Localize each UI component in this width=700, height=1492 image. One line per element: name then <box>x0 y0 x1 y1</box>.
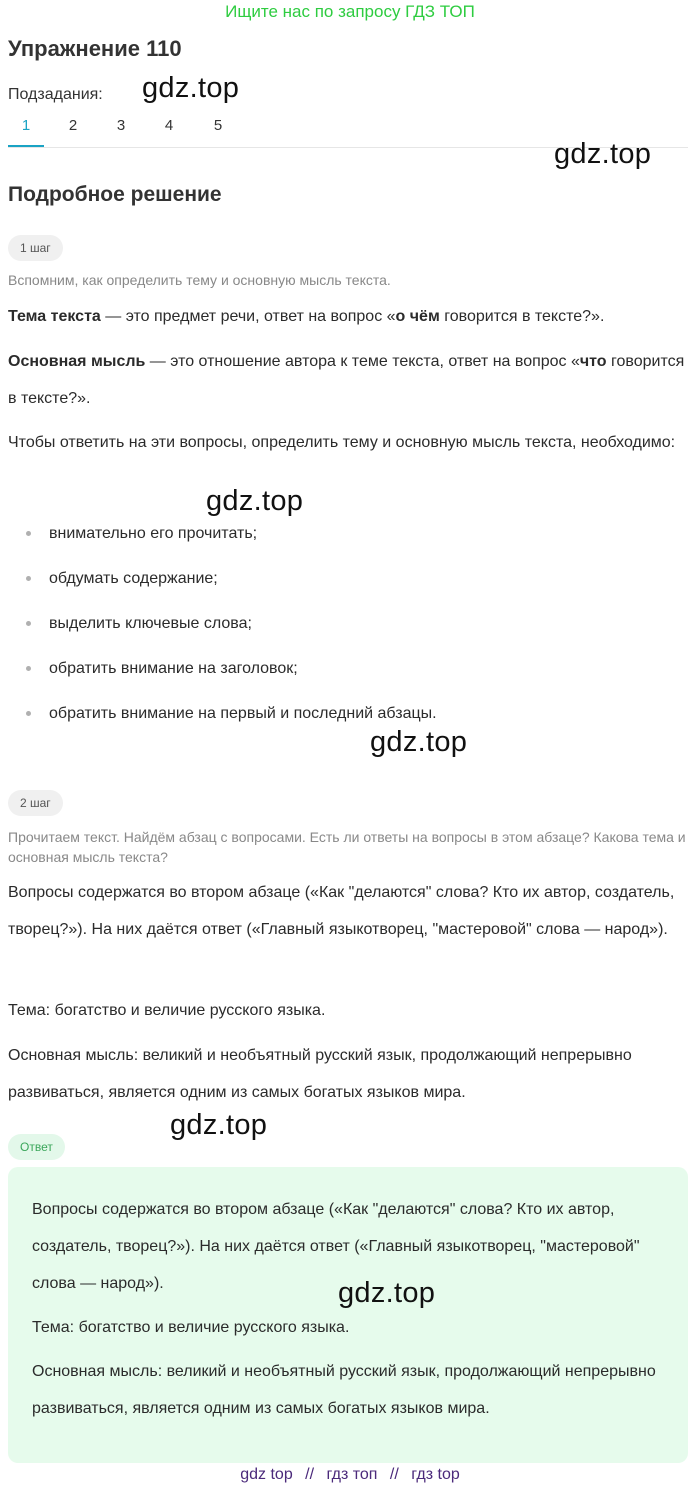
tab-4[interactable]: 4 <box>164 117 174 134</box>
step-2-main-idea: Основная мысль: великий и необъятный русский язык, продолжающий непрерывно развиваться, является одним из самых богатых языков мира. <box>8 1047 632 1101</box>
definition-topic-end: говорится в тексте?». <box>439 308 605 325</box>
tab-5[interactable]: 5 <box>213 117 223 134</box>
footer-link-gdz-top-mixed[interactable]: гдз top <box>411 1466 460 1483</box>
list-item: внимательно его прочитать; <box>8 511 668 556</box>
watermark-text: gdz.top <box>170 1109 268 1141</box>
step-1-bullet-list <box>8 511 668 736</box>
step-2-topic: Тема: богатство и величие русского языка. <box>8 1002 326 1019</box>
list-item: обратить внимание на первый и последний абзацы. <box>8 691 668 736</box>
term-main-idea: Основная мысль <box>8 353 146 370</box>
step-1-badge: 1 шаг <box>8 235 63 261</box>
watermark-text: gdz.top <box>370 726 468 758</box>
footer-link-gdz-top[interactable]: gdz top <box>240 1466 293 1483</box>
list-item: обдумать содержание; <box>8 556 668 601</box>
bullet-dot <box>26 711 31 716</box>
term-about-what: о чём <box>395 308 440 325</box>
footer <box>0 1466 700 1484</box>
list-item: выделить ключевые слова; <box>8 601 668 646</box>
answer-main-idea: Основная мысль: великий и необъятный русский язык, продолжающий непрерывно развиваться, является одним из самых богатых языков мира. <box>32 1363 656 1417</box>
step-2-paragraph-1: Вопросы содержатся во втором абзаце («Как "делаются" слова? Кто их автор, создатель, творец?»). На них даётся ответ («Главный языкотворец, "мастеровой" слова — народ»). <box>8 884 675 938</box>
definition-idea-end: говорится в тексте?». <box>8 353 685 407</box>
answer-topic: Тема: богатство и величие русского языка. <box>32 1319 350 1336</box>
step-1-definition-idea <box>8 343 692 417</box>
watermark-text: gdz.top <box>206 485 304 517</box>
definition-topic-text: — это предмет речи, ответ на вопрос « <box>100 308 396 325</box>
section-title: Подробное решение <box>8 183 222 206</box>
step-1-instruction: Чтобы ответить на эти вопросы, определить тему и основную мысль текста, необходимо: <box>8 434 676 451</box>
top-banner: Ищите нас по запросу ГДЗ ТОП <box>225 2 475 21</box>
step-2-badge: 2 шаг <box>8 790 63 816</box>
footer-separator: // <box>389 1466 399 1483</box>
bullet-dot <box>26 621 31 626</box>
step-2-hint: Прочитаем текст. Найдём абзац с вопросами. Есть ли ответы на вопросы в этом абзаце? Какова тема и основная мысль текста? <box>8 829 686 865</box>
tab-1[interactable]: 1 <box>8 116 44 147</box>
footer-separator: // <box>305 1466 315 1483</box>
tab-3[interactable]: 3 <box>116 117 126 134</box>
tab-2[interactable]: 2 <box>68 117 78 134</box>
watermark-text: gdz.top <box>554 138 652 170</box>
bullet-dot <box>26 531 31 536</box>
footer-link-gdz-top-ru[interactable]: гдз топ <box>326 1466 378 1483</box>
answer-badge: Ответ <box>8 1134 65 1160</box>
bullet-dot <box>26 576 31 581</box>
page-title: Упражнение 110 <box>8 36 182 61</box>
term-what: что <box>579 353 607 370</box>
term-topic: Тема текста <box>8 308 101 325</box>
subtasks-label: Подзадания: <box>8 86 103 103</box>
definition-idea-text: — это отношение автора к теме текста, ответ на вопрос « <box>145 353 580 370</box>
watermark-text: gdz.top <box>338 1277 436 1309</box>
bullet-dot <box>26 666 31 671</box>
answer-box <box>8 1167 688 1463</box>
step-1-definition-topic <box>8 298 692 335</box>
answer-paragraph-1: Вопросы содержатся во втором абзаце («Как "делаются" слова? Кто их автор, создатель, творец?»). На них даётся ответ («Главный языкотворец, "мастеровой" слова — народ»). <box>32 1201 640 1292</box>
list-item: обратить внимание на заголовок; <box>8 646 668 691</box>
step-1-hint: Вспомним, как определить тему и основную мысль текста. <box>8 272 391 288</box>
watermark-text: gdz.top <box>142 72 240 104</box>
